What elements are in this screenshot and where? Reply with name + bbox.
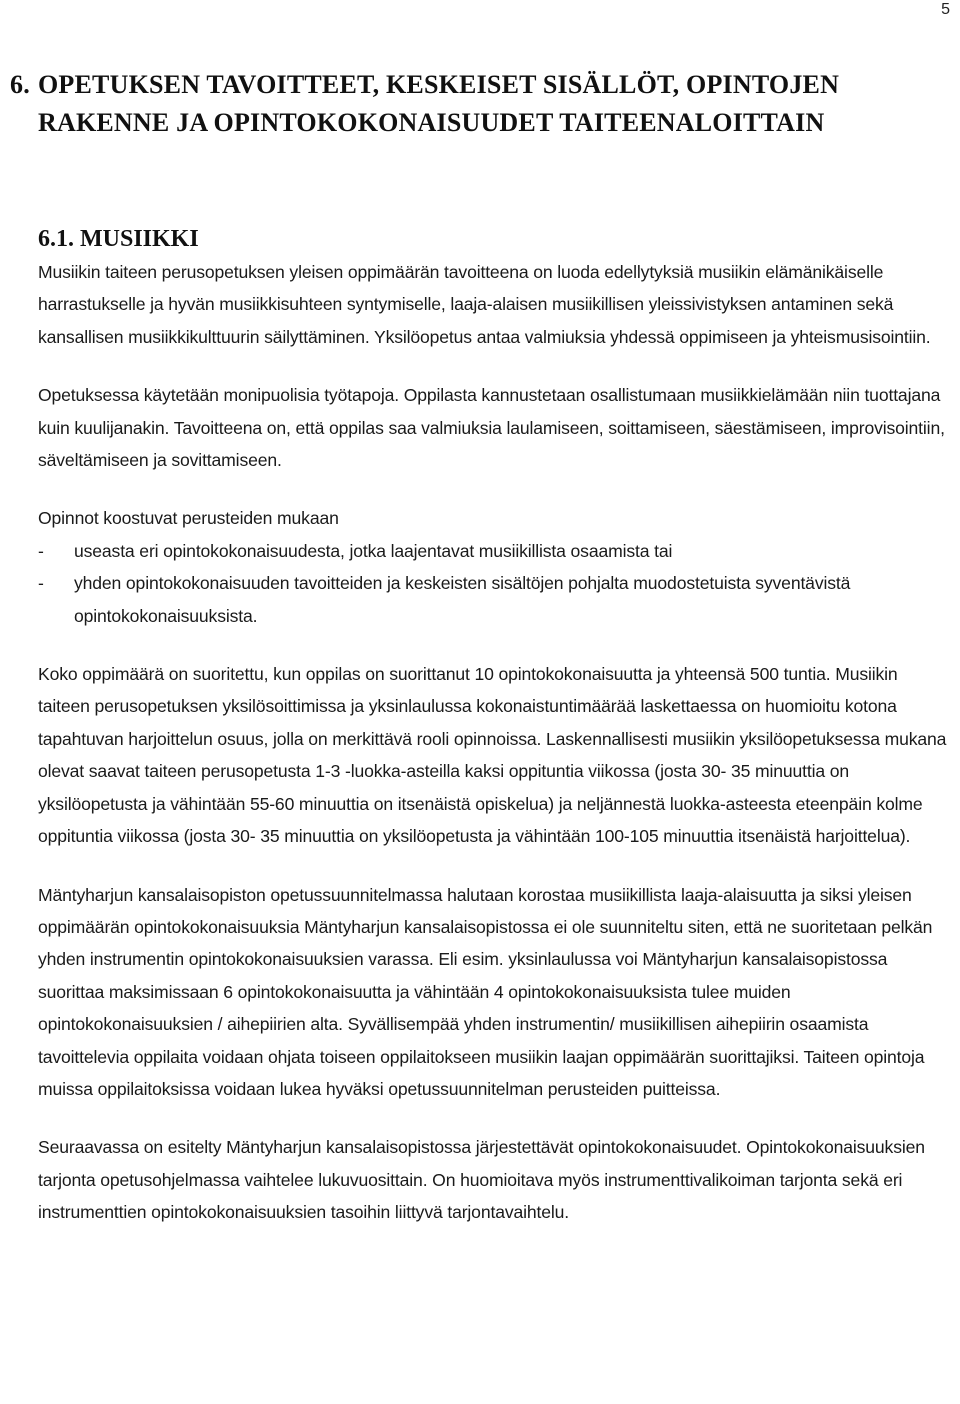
paragraph-studies-intro: Opinnot koostuvat perusteiden mukaan <box>38 508 339 529</box>
page-number: 5 <box>941 1 950 18</box>
list-dash: - <box>38 573 44 594</box>
section-heading-line2: RAKENNE JA OPINTOKOKONAISUUDET TAITEENALOITTAIN <box>38 108 825 137</box>
list-dash: - <box>38 540 44 561</box>
list-item-text: yhden opintokokonaisuuden tavoitteiden ja keskeisten sisältöjen pohjalta muodostetuista syventävistä opintokokonaisuuksista. <box>74 573 851 626</box>
body-text <box>38 256 954 1229</box>
section-heading-number: 6. <box>10 70 30 99</box>
paragraph-mantyharju: Mäntyharjun kansalaisopiston opetussuunnitelmassa halutaan korostaa musiikillista laaja-alaisuutta ja siksi yleisen oppimäärän opintokokonaisuuksia Mäntyharjun kansalaisopistossa ei ole suunniteltu siten, että ne suoritetaan pelkän yhden instrumentin opintokokonaisuuksien varassa. Eli esim. yksinlaulussa voi Mäntyharjun kansalaisopistossa suorittaa maksimissaan 6 opintokokonaisuutta ja vähintään 4 opintokokonaisuuksista tulee muiden opintokokonaisuuksien / aihepiirien alta. Syvällisempää yhden instrumentin/ musiikillisen aihepiirin osaamista tavoittelevia oppilaita voidaan ohjata toiseen oppilaitokseen musiikin laajan oppimäärän suorittajiksi. Taiteen opintoja muissa oppilaitoksissa voidaan lukea hyväksi opetussuunnitelman perusteiden puitteissa. <box>38 884 933 1099</box>
paragraph-goals: Musiikin taiteen perusopetuksen yleisen oppimäärän tavoitteena on luoda edellytyksiä musiikin elämänikäiselle harrastukselle ja hyvän musiikkisuhteen syntymiselle, laaja-alaisen musiikillisen yleissivistyksen antaminen sekä kansallisen musiikkikulttuurin säilyttäminen. Yksilöopetus antaa valmiuksia yhdessä oppimiseen ja yhteismusisointiin. <box>38 262 931 347</box>
paragraph-methods: Opetuksessa käytetään monipuolisia työtapoja. Oppilasta kannustetaan osallistumaan musiikkielämään niin tuottajana kuin kuulijanakin. Tavoitteena on, että oppilas saa valmiuksia laulamiseen, soittamiseen, säestämiseen, improvisointiin, säveltämiseen ja sovittamiseen. <box>38 385 945 471</box>
subsection-heading: 6.1. MUSIIKKI <box>38 226 199 252</box>
list-item <box>38 535 954 567</box>
paragraph-completion: Koko oppimäärä on suoritettu, kun oppilas on suorittanut 10 opintokokonaisuutta ja yhteensä 500 tuntia. Musiikin taiteen perusopetuksen yksilösoittimissa ja yksinlaulussa kokonaistuntimäärää laskettaessa on huomioitu kotona tapahtuvan harjoittelun osuus, jolla on merkittävä rooli opinnoissa. Laskennallisesti musiikin yksilöopetuksessa mukana olevat saavat taiteen perusopetusta 1-3 -luokka-asteilla kaksi oppituntia viikossa (josta 30- 35 minuuttia on yksilöopetusta ja vähintään 55-60 minuuttia on itsenäistä opiskelua) ja neljännestä luokka-asteesta eteenpäin kolme oppituntia viikossa (josta 30- 35 minuuttia on yksilöopetusta ja vähintään 100-105 minuuttia itsenäistä harjoittelua). <box>38 664 947 847</box>
paragraph-offering: Seuraavassa on esitelty Mäntyharjun kansalaisopistossa järjestettävät opintokokonaisuudet. Opintokokonaisuuksien tarjonta opetusohjelmassa vaihtelee lukuvuosittain. On huomioitava myös instrumenttivalikoiman tarjonta sekä eri instrumenttien opintokokonaisuuksien tasoihin liittyvä tarjontavaihtelu. <box>38 1137 925 1223</box>
section-heading-line1: OPETUKSEN TAVOITTEET, KESKEISET SISÄLLÖT, OPINTOJEN <box>38 70 840 99</box>
list-item <box>38 567 954 632</box>
section-heading <box>10 66 940 142</box>
list-item-text: useasta eri opintokokonaisuudesta, jotka laajentavat musiikillista osaamista tai <box>74 540 673 561</box>
